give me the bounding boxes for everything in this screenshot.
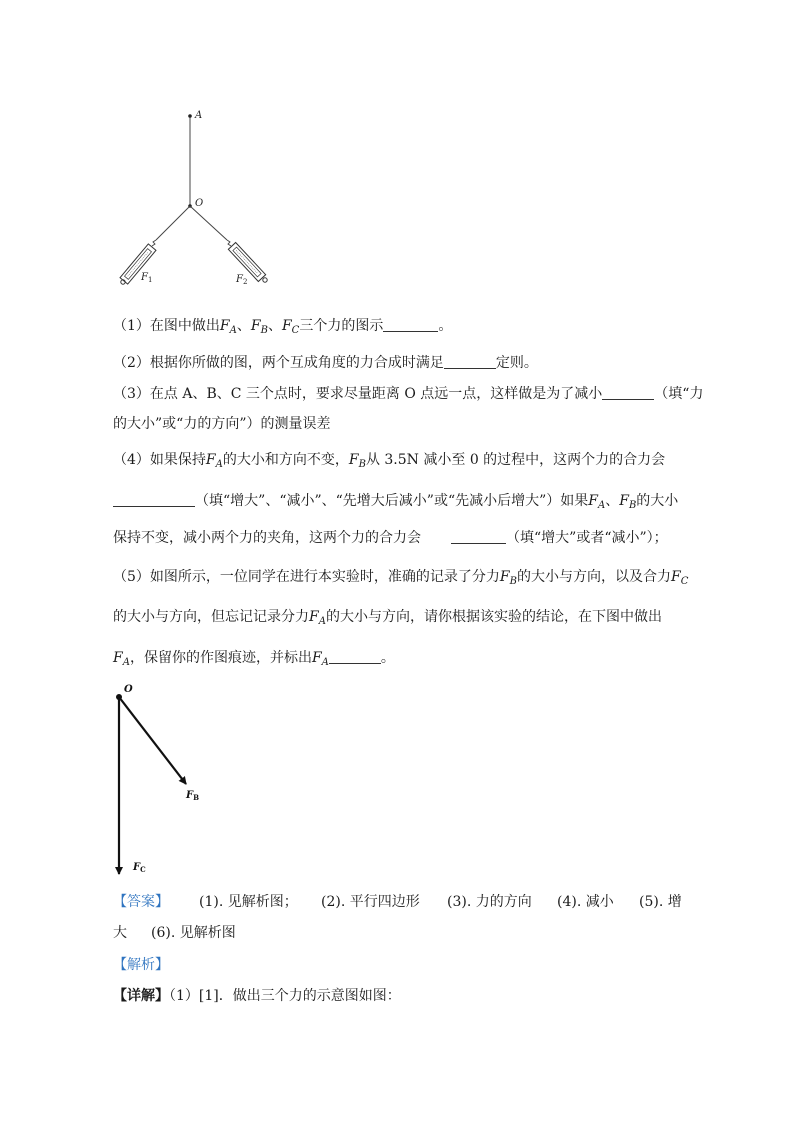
question-5-line-2: 的大小与方向，但忘记记录分力$F_A$的大小与方向，请你根据该实验的结论，在下图中做出 <box>113 609 662 627</box>
label-O: O <box>195 198 204 209</box>
answer-line-2: 大 (6). 见解析图 <box>113 925 236 941</box>
answer-2: (2). 平行四边形 <box>321 894 420 910</box>
question-1: （1）在图中做出$F_A$、$F_B$、$F_C$三个力的图示 。 <box>113 318 453 336</box>
question-5-line-1: （5）如图所示，一位同学在进行本实验时，准确的记录了分力$F_B$的大小与方向，以及合力$F_C$ <box>113 569 689 587</box>
detail-line: 【详解】（1）[1]．做出三个力的示意图如图： <box>113 988 401 1004</box>
answer-blank-4[interactable] <box>113 492 195 507</box>
answer-blank-3[interactable] <box>602 385 654 400</box>
question-4-line-3: 保持不变，减小两个力的夹角，这两个力的合力会 （填“增大”或者“减小”）； <box>113 530 668 546</box>
label-A: A <box>195 110 203 121</box>
question-4-line-2: （填“增大”、“减小”、“先增大后减小”或“先减小后增大”）如果$F_A$、$F_B$的大小 <box>113 491 678 516</box>
label-FB: $F_B$ <box>186 790 200 802</box>
answer-blank-5[interactable] <box>451 529 506 544</box>
answer-5: (5). 增 <box>639 894 682 910</box>
question-5-line-3: $F_A$，保留你的作图痕迹，并标出$F_A$ 。 <box>113 650 395 668</box>
answer-blank-1[interactable] <box>383 317 438 332</box>
label-FC: $F_C$ <box>133 862 146 874</box>
figure-force-setup <box>110 100 290 295</box>
answer-blank-2[interactable] <box>444 354 496 369</box>
vector-FB <box>119 697 186 784</box>
answer-4: (4). 减小 <box>557 894 614 910</box>
answer-tag: 【答案】 <box>113 894 169 910</box>
label-F1: $F_1$ <box>141 272 153 284</box>
analysis-tag: 【解析】 <box>113 957 169 973</box>
question-2: （2）根据你所做的图，两个互成角度的力合成时满足 定则。 <box>113 355 538 371</box>
answer-line <box>113 892 683 912</box>
label-O2: O <box>124 684 133 695</box>
answer-3: (3). 力的方向 <box>447 894 532 910</box>
answer-6: (6). 见解析图 <box>151 925 236 941</box>
question-4-line-1: （4）如果保持$F_A$的大小和方向不变，$F_B$从 3.5N 减小至 0 的过程中，这两个力的合力会 <box>113 452 666 470</box>
answer-1: (1). 见解析图； <box>199 894 298 910</box>
question-3-line-2: 的大小”或“力的方向”）的测量误差 <box>113 416 331 432</box>
question-3-line-1: （3）在点 A、B、C 三个点时，要求尽量距离 O 点远一点，这样做是为了减小 （填“力 <box>113 386 704 402</box>
figure-force-vectors <box>108 680 218 880</box>
detail-tag: 【详解】 <box>113 988 169 1004</box>
answer-blank-6[interactable] <box>329 649 381 664</box>
label-F2: $F_2$ <box>236 274 248 286</box>
